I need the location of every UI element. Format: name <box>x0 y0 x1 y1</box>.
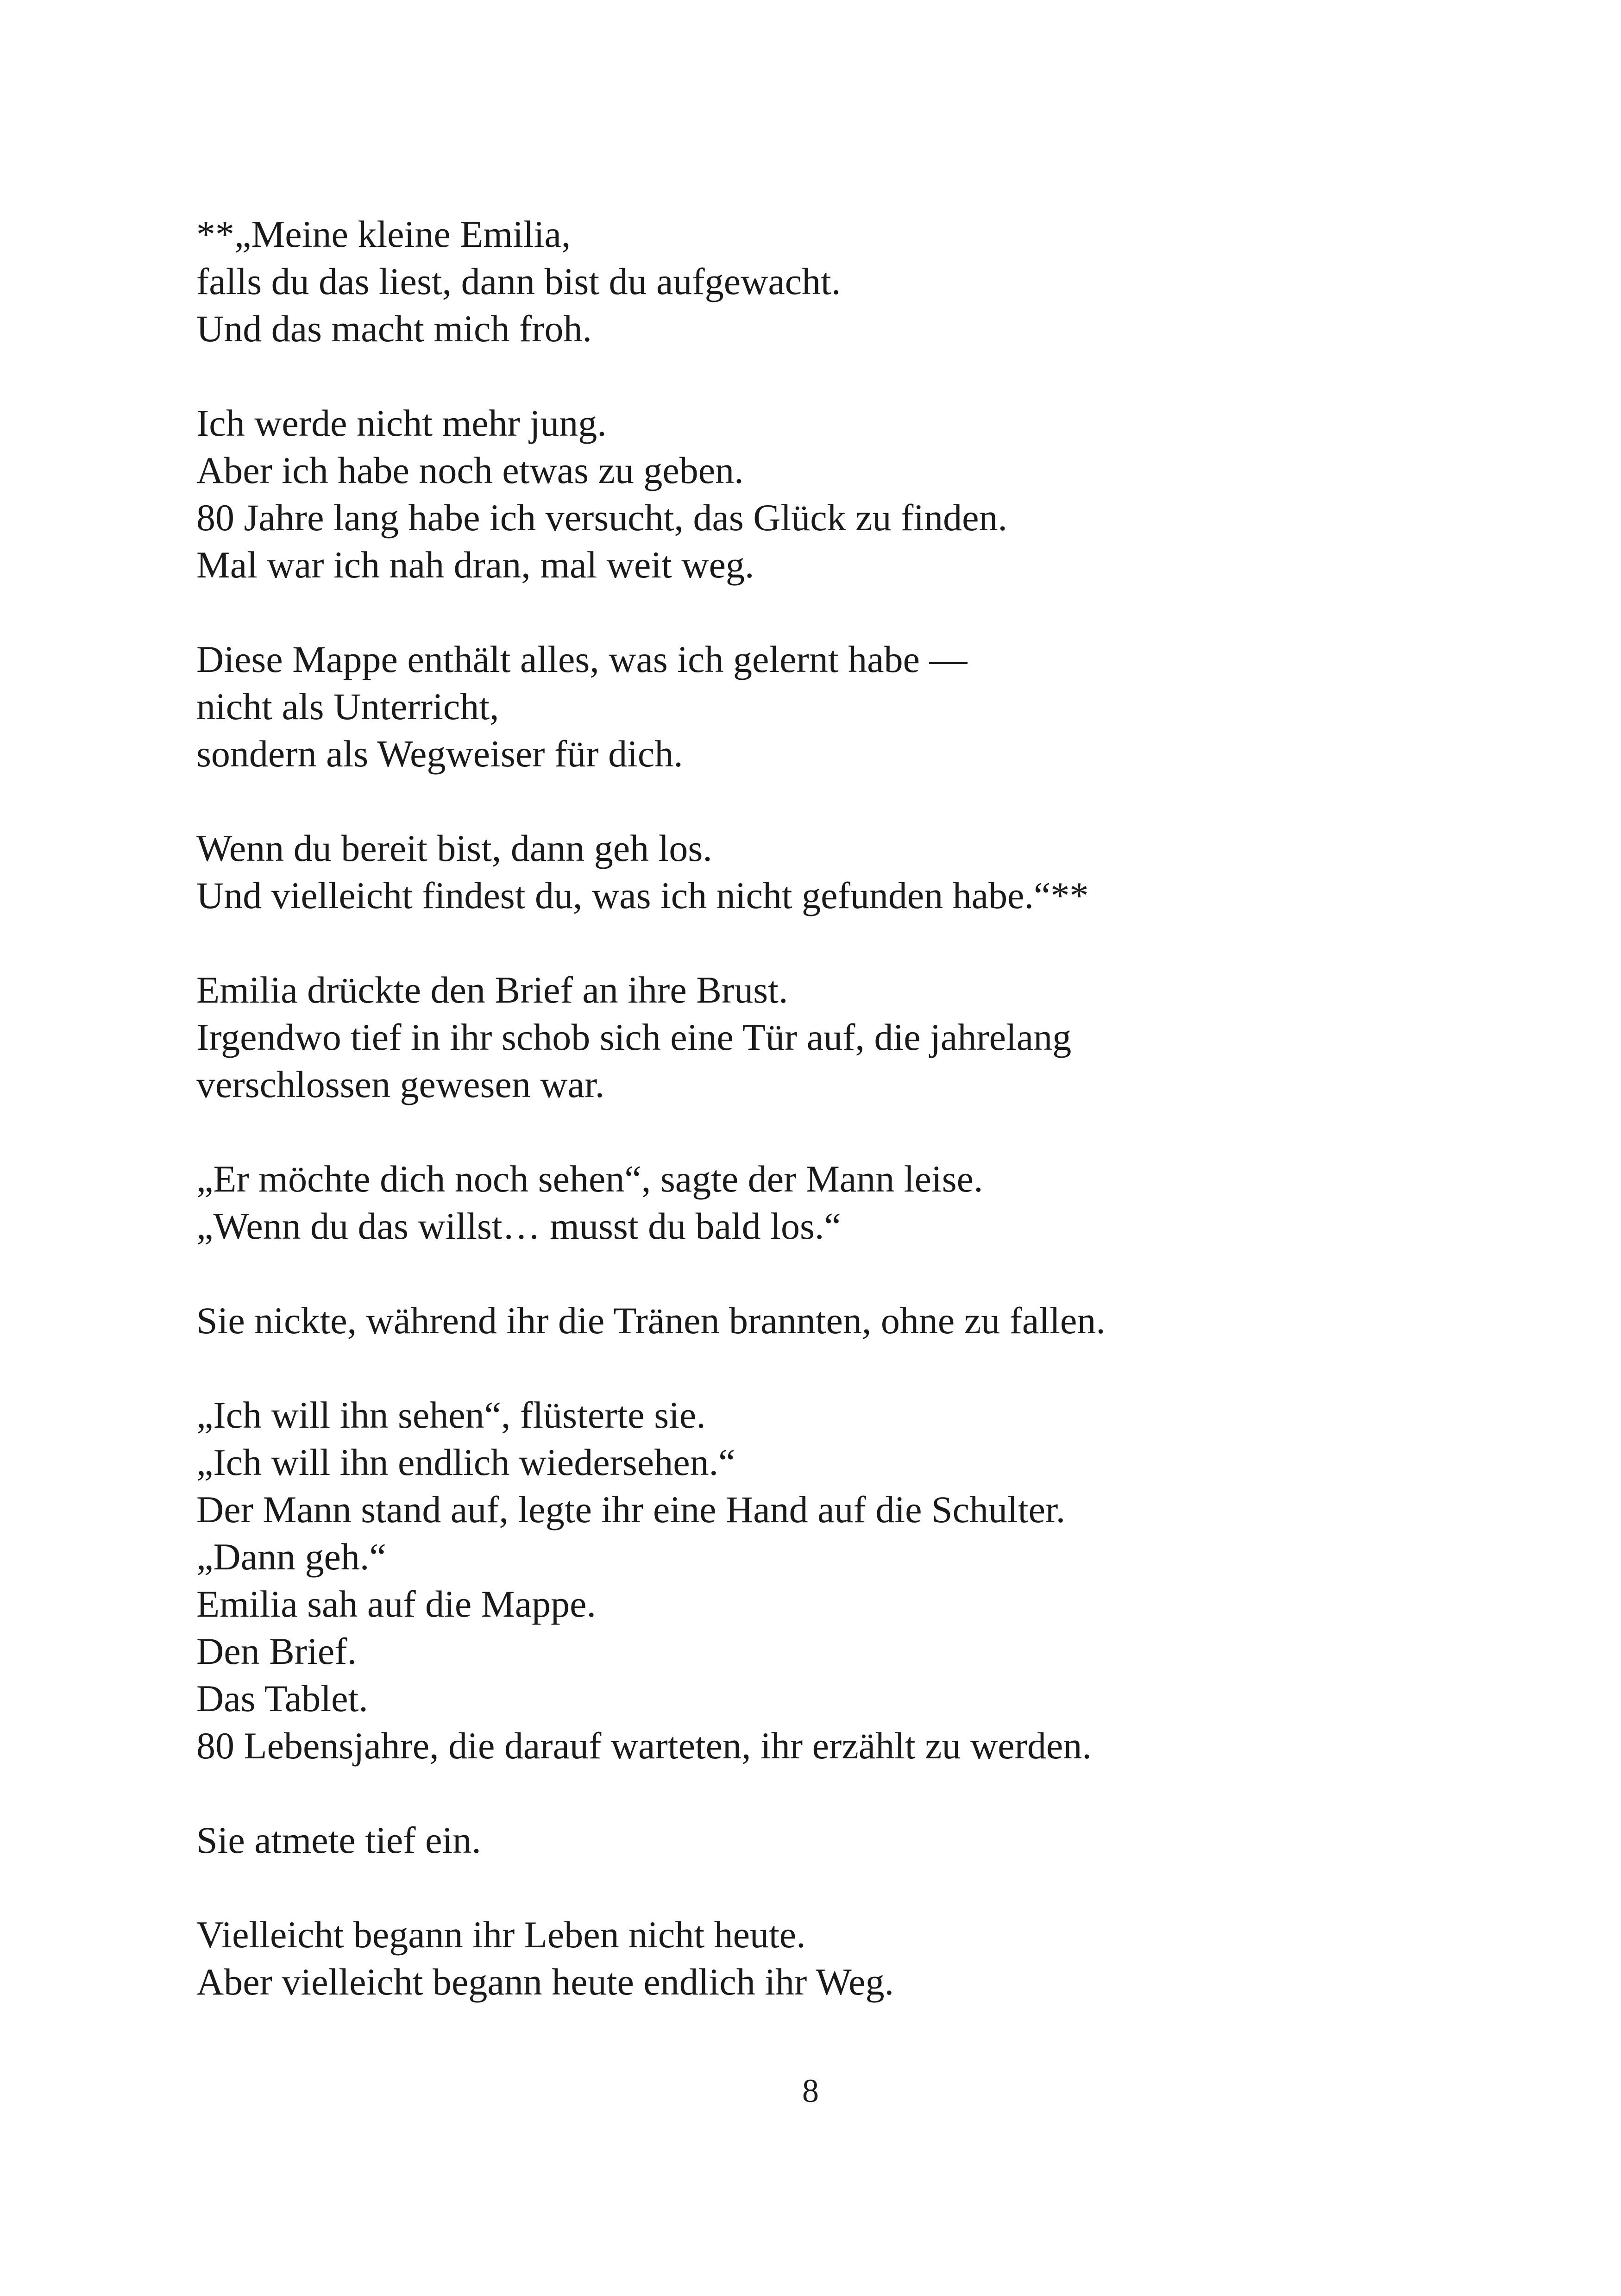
text-line: Der Mann stand auf, legte ihr eine Hand auf die Schulter. <box>196 1488 1066 1531</box>
text-line: Vielleicht begann ihr Leben nicht heute. <box>196 1913 806 1956</box>
body-text <box>196 211 1447 2006</box>
stanza-breath <box>196 1817 1447 1864</box>
stanza-man-speaks <box>196 1155 1447 1250</box>
text-line: „Dann geh.“ <box>196 1536 386 1578</box>
text-line: Sie nickte, während ihr die Tränen brannten, ohne zu fallen. <box>196 1299 1106 1342</box>
text-line: Das Tablet. <box>196 1677 368 1719</box>
text-line: Ich werde nicht mehr jung. <box>196 402 607 444</box>
text-line: „Er möchte dich noch sehen“, sagte der Mann leise. <box>196 1158 983 1200</box>
stanza-letter-closing <box>196 825 1447 919</box>
text-line: verschlossen gewesen war. <box>196 1063 605 1105</box>
text-line: Aber ich habe noch etwas zu geben. <box>196 449 744 491</box>
text-line: 80 Lebensjahre, die darauf warteten, ihr erzählt zu werden. <box>196 1725 1092 1767</box>
text-line: Diese Mappe enthält alles, was ich gelernt habe — <box>196 638 968 680</box>
text-line: 80 Jahre lang habe ich versucht, das Glück zu finden. <box>196 496 1008 539</box>
text-line: „Ich will ihn sehen“, flüsterte sie. <box>196 1394 706 1436</box>
text-line: Und vielleicht findest du, was ich nicht gefunden habe.“** <box>196 874 1089 916</box>
page-number: 8 <box>802 2072 819 2109</box>
text-line: nicht als Unterricht, <box>196 685 499 728</box>
text-line: Emilia sah auf die Mappe. <box>196 1583 597 1625</box>
text-line: sondern als Wegweiser für dich. <box>196 733 683 775</box>
text-line: Sie atmete tief ein. <box>196 1819 481 1861</box>
text-line: Emilia drückte den Brief an ihre Brust. <box>196 969 788 1011</box>
text-line: Wenn du bereit bist, dann geh los. <box>196 827 712 869</box>
stanza-letter-greeting <box>196 211 1447 352</box>
text-line: Aber vielleicht begann heute endlich ihr Weg. <box>196 1961 894 2003</box>
text-line: falls du das liest, dann bist du aufgewacht. <box>196 260 841 302</box>
text-line: „Ich will ihn endlich wiedersehen.“ <box>196 1441 735 1483</box>
text-line: Und das macht mich froh. <box>196 307 592 350</box>
text-line: Den Brief. <box>196 1630 357 1672</box>
stanza-letter-age <box>196 400 1447 589</box>
text-line: **„Meine kleine Emilia, <box>196 213 571 255</box>
stanza-letter-folder <box>196 636 1447 778</box>
stanza-nod <box>196 1297 1447 1344</box>
text-line: Mal war ich nah dran, mal weit weg. <box>196 544 754 586</box>
stanza-emilia-reaction <box>196 966 1447 1108</box>
text-line: „Wenn du das willst… musst du bald los.“ <box>196 1205 841 1247</box>
text-line: Irgendwo tief in ihr schob sich eine Tür auf, die jahrelang <box>196 1016 1072 1058</box>
stanza-decision <box>196 1392 1447 1769</box>
stanza-ending <box>196 1911 1447 2006</box>
